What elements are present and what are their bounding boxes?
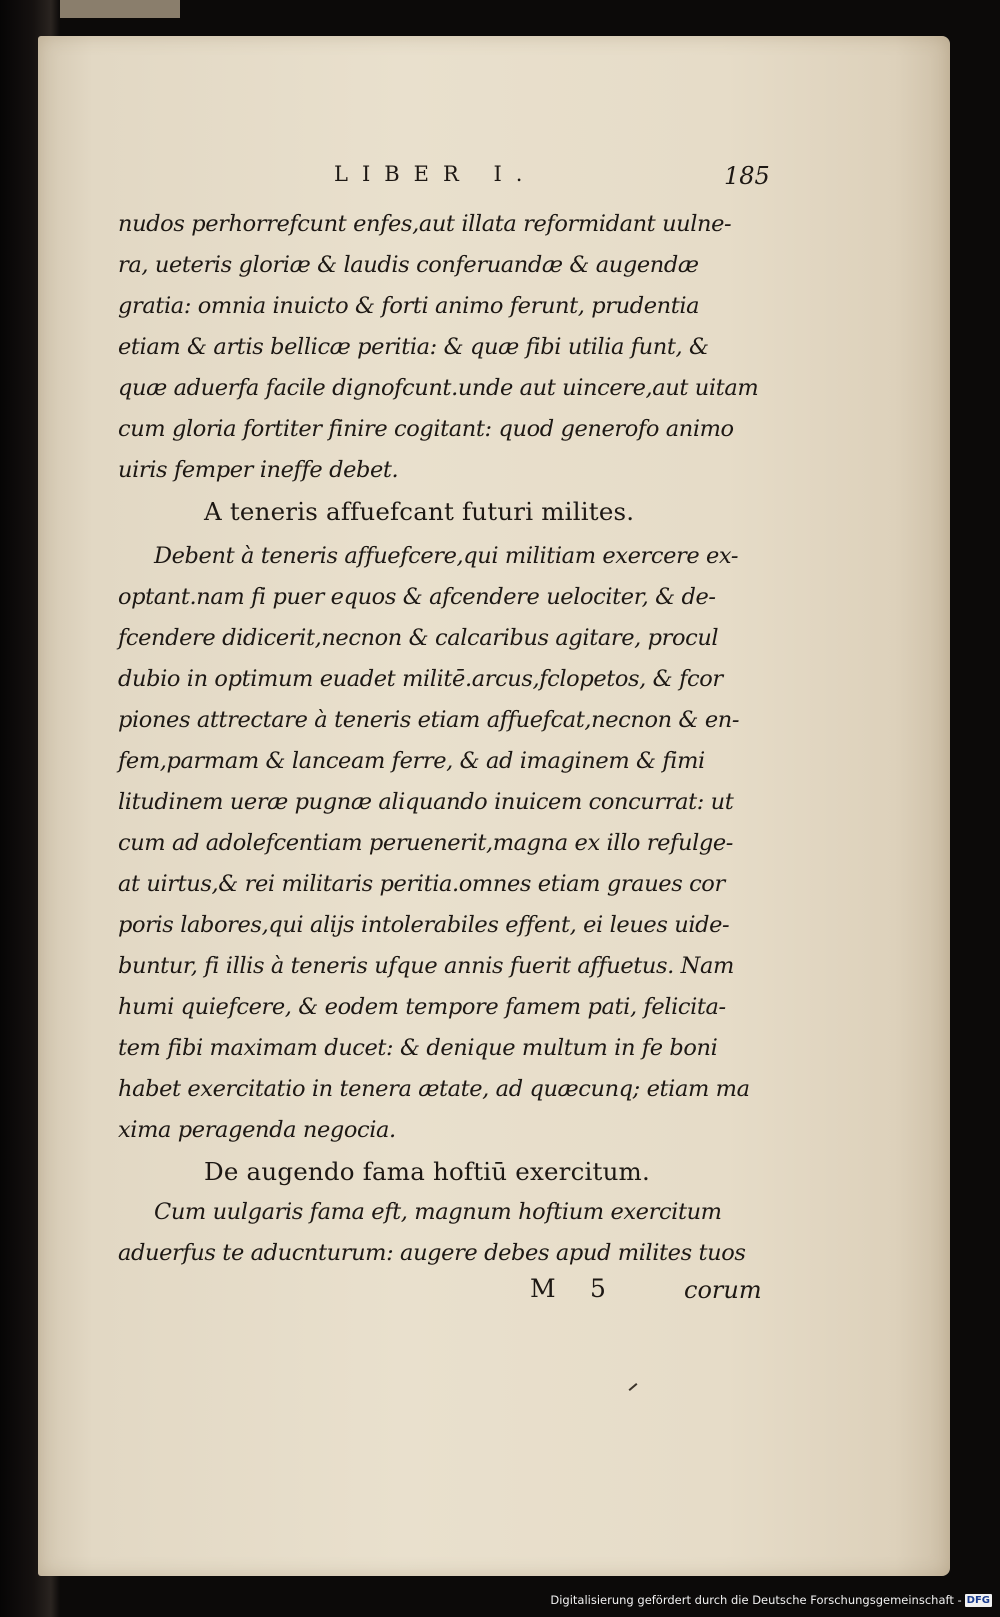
text-line: litudinem ueræ pugnæ aliquando inuicem concurrat: ut (118, 789, 734, 815)
footer-text: Digitalisierung gefördert durch die Deutsche Forschungsgemeinschaft - (550, 1593, 962, 1607)
text-line: fem,parmam & lanceam ferre, & ad imaginem & fimi (118, 748, 705, 774)
text-line: fcendere didicerit,necnon & calcaribus agitare, procul (118, 625, 719, 651)
text-line: Cum uulgaris fama eft, magnum hoftium exercitum (154, 1199, 722, 1225)
signature-letter: M (530, 1274, 556, 1303)
digitization-footer (550, 1593, 992, 1611)
section-heading: De augendo fama hoftiū exercitum. (204, 1157, 650, 1186)
text-line: tem fibi maximam ducet: & denique multum in fe boni (118, 1035, 718, 1061)
text-line: dubio in optimum euadet militē.arcus,fclopetos, & fcor (118, 666, 723, 692)
text-line: piones attrectare à teneris etiam affuefcat,necnon & en- (118, 707, 740, 733)
text-line: buntur, fi illis à teneris ufque annis fuerit affuetus. Nam (118, 953, 734, 979)
book-page (38, 36, 950, 1576)
folio-number: 185 (724, 162, 770, 190)
text-line: etiam & artis bellicæ peritia: & quæ fibi utilia funt, & (118, 334, 709, 360)
text-line: aduerfus te aducnturum: augere debes apud milites tuos (118, 1240, 746, 1266)
text-line: uiris femper ineffe debet. (118, 457, 399, 483)
text-line: Debent à teneris affuefcere,qui militiam exercere ex- (154, 543, 739, 569)
text-line: gratia: omnia inuicto & forti animo ferunt, prudentia (118, 293, 700, 319)
catchword: corum (684, 1276, 762, 1304)
signature-number: 5 (590, 1274, 606, 1303)
text-line: habet exercitatio in tenera ætate, ad quæcunq; etiam ma (118, 1076, 750, 1102)
text-line: optant.nam fi puer equos & afcendere uelociter, & de- (118, 584, 716, 610)
text-line: cum ad adolefcentiam peruenerit,magna ex illo refulge- (118, 830, 733, 856)
text-line: xima peragenda negocia. (118, 1117, 396, 1143)
text-line: quæ aduerfa facile dignofcunt.unde aut uincere,aut uitam (118, 375, 759, 401)
running-title: LIBER I. (334, 162, 537, 186)
page-header (38, 162, 950, 192)
section-heading: A teneris affuefcant futuri milites. (204, 497, 635, 526)
text-line: at uirtus,& rei militaris peritia.omnes etiam graues cor (118, 871, 725, 897)
text-line: poris labores,qui alijs intolerabiles effent, ei leues uide- (118, 912, 730, 938)
text-line: humi quiefcere, & eodem tempore famem pati, felicita- (118, 994, 726, 1020)
signature-mark (530, 1274, 606, 1303)
text-line: cum gloria fortiter finire cogitant: quod generofo animo (118, 416, 734, 442)
text-line: nudos perhorrefcunt enfes,aut illata reformidant uulne- (118, 211, 732, 237)
text-block (118, 204, 818, 1274)
ink-mark (629, 1383, 638, 1391)
dfg-logo-icon: DFG (966, 1595, 990, 1606)
text-line: ra, ueteris gloriæ & laudis conferuandæ & augendæ (118, 252, 699, 278)
